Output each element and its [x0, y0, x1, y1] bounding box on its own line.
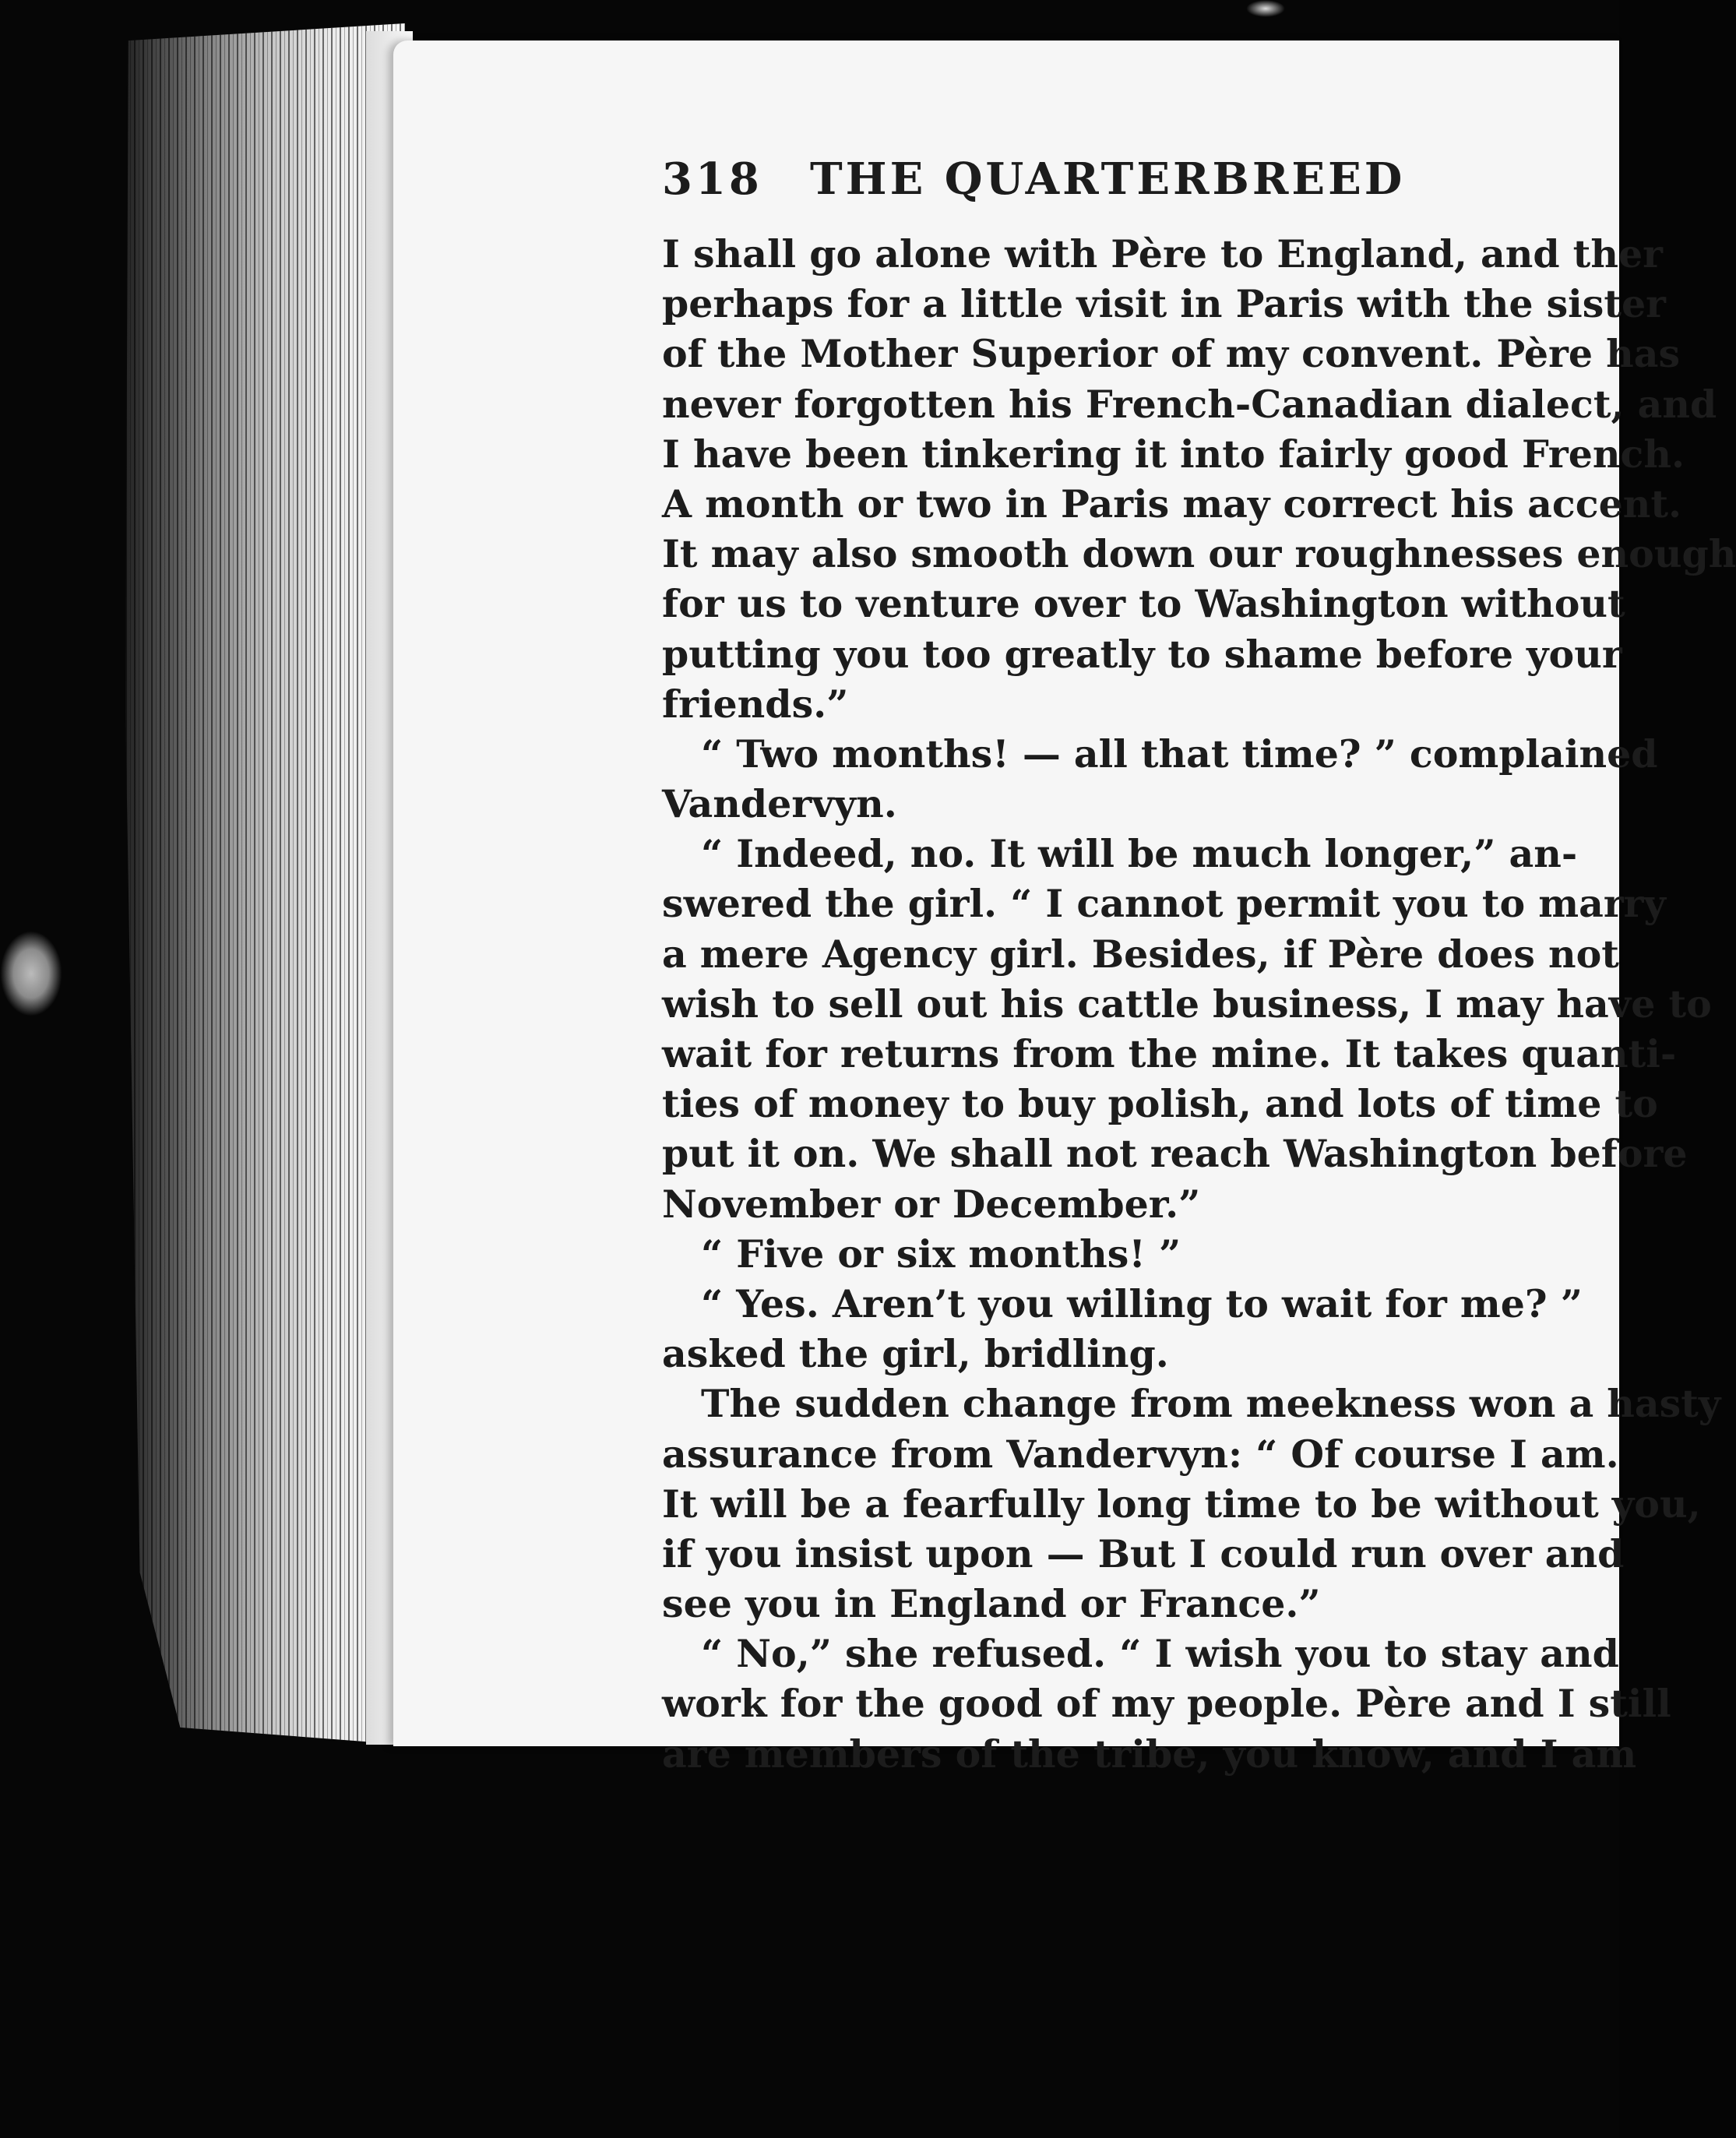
text-line: A month or two in Paris may correct his accent.	[662, 481, 1682, 527]
text-line: of the Mother Superior of my convent. Père has	[662, 331, 1681, 377]
text-line: never forgotten his French-Canadian dialect, and	[662, 381, 1717, 427]
text-line: “ Yes. Aren’t you willing to wait for me? ”	[701, 1280, 1583, 1326]
page-text-block	[662, 148, 1736, 1779]
text-line: friends.”	[662, 681, 849, 727]
text-line: It will be a fearfully long time to be without you,	[662, 1481, 1701, 1527]
text-line: “ Five or six months! ”	[701, 1231, 1181, 1277]
running-title: THE QUARTERBREED	[810, 153, 1406, 205]
text-line: if you insist upon — But I could run over and	[662, 1530, 1625, 1576]
text-line: a mere Agency girl. Besides, if Père does not	[662, 931, 1619, 977]
text-line: wait for returns from the mine. It takes quanti-	[662, 1031, 1677, 1076]
text-line: I have been tinkering it into fairly good French.	[662, 431, 1685, 477]
text-line: It may also smooth down our roughnesses enough	[662, 531, 1736, 577]
running-head	[662, 148, 1674, 210]
text-line: November or December.”	[662, 1181, 1201, 1227]
text-line: Vandervyn.	[662, 781, 897, 827]
body-text	[662, 229, 1736, 1779]
text-line: assurance from Vandervyn: “ Of course I am.	[662, 1431, 1619, 1477]
dust-speck	[0, 931, 62, 1016]
text-line: for us to venture over to Washington without	[662, 581, 1625, 627]
text-line: “ Indeed, no. It will be much longer,” an-	[701, 831, 1578, 877]
text-line: asked the girl, bridling.	[662, 1331, 1169, 1377]
text-line: “ No,” she refused. “ I wish you to stay and	[701, 1631, 1619, 1677]
text-line: ties of money to buy polish, and lots of time to	[662, 1081, 1658, 1127]
text-line: wish to sell out his cattle business, I may have to	[662, 981, 1712, 1027]
text-line: swered the girl. “ I cannot permit you to marry	[662, 881, 1666, 927]
page-fore-edge	[117, 23, 405, 1745]
text-line: putting you too greatly to shame before your	[662, 631, 1622, 677]
text-line: work for the good of my people. Père and I still	[662, 1681, 1671, 1727]
dust-speck	[1246, 0, 1285, 17]
text-line: perhaps for a little visit in Paris with the sister	[662, 281, 1666, 327]
text-line: put it on. We shall not reach Washington before	[662, 1131, 1688, 1177]
text-line: I shall go alone with Père to England, and ther	[662, 231, 1663, 276]
text-line: The sudden change from meekness won a hasty	[701, 1381, 1721, 1427]
text-line: are members of the tribe, you know, and I am	[662, 1731, 1637, 1777]
text-line: see you in England or France.”	[662, 1581, 1321, 1627]
page-number: 318	[662, 153, 762, 205]
text-line: “ Two months! — all that time? ” complained	[701, 731, 1658, 777]
